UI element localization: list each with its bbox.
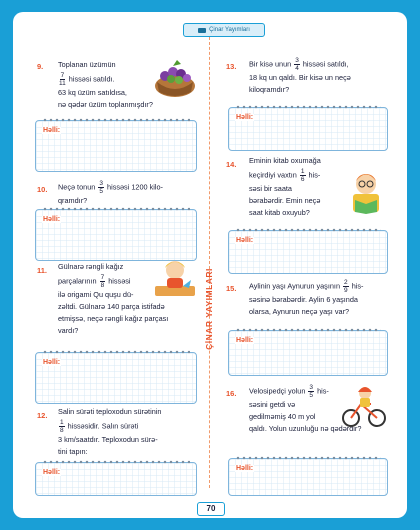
fraction: $\frac{1}{6}$ [300,168,305,183]
problem-15-number: 15. [226,284,237,293]
spiral-binding [235,104,381,110]
spiral-binding [235,227,381,233]
answer-label: Həlli: [43,469,61,476]
spiral-binding [42,459,190,465]
problem-10-text: Neçə tonun $\frac{3}{5}$ hissəsi 1200 kilo- qramdır? [58,180,163,205]
fraction: $\frac{1}{8}$ [60,419,64,434]
answer-box-11[interactable] [35,352,197,404]
answer-box-15[interactable] [228,330,388,376]
answer-box-12[interactable] [35,462,197,496]
fraction: $\frac{7}{8}$ [100,274,105,289]
answer-box-10[interactable] [35,209,197,261]
fraction: $\frac{2}{9}$ [344,279,348,294]
answer-label: Həlli: [236,237,254,244]
grape-basket-illustration [153,56,197,98]
problem-9-number: 9. [37,62,44,71]
workbook-page [13,12,407,518]
answer-label: Həlli: [236,465,254,472]
problem-11-number: 11. [37,266,48,275]
problem-13-number: 13. [226,62,237,71]
boy-reading-illustration [343,170,389,216]
girl-origami-illustration [153,256,197,300]
answer-box-16[interactable] [228,458,388,496]
answer-label: Həlli: [43,216,61,223]
problem-15-text: Aylinin yaşı Aynurun yaşının $\frac{2}{9}$ his- səsinə bərabərdir. Aylin 6 yaşında olarsa, Aynurun neçə yaşı var? [249,279,364,316]
problem-9-text: Toplanan üzümün $\frac{7}{11}$ hissəsi satıldı. 63 kq üzüm satıldısa, nə qədər üzüm toplanmışdır? [58,60,153,109]
answer-box-14[interactable] [228,230,388,274]
answer-label: Həlli: [236,114,254,121]
answer-label: Həlli: [43,359,61,366]
problem-12-text: Salin sürəti teploxodun sürətinin $\frac{1}{8}$ hissəsidir. Salın sürəti 3 km/saatdır. Teploxodun sürə- tini tapın: [58,407,162,456]
spiral-binding [235,455,381,461]
page-number: 70 [197,502,225,516]
problem-14-text: Eminin kitab oxumağa keçirdiyi vaxtın $\frac{1}{6}$ his- səsi bir saata bərabərdir. Emin neçə saat kitab oxuyub? [249,156,321,217]
cyclist-illustration [341,384,387,428]
answer-label: Həlli: [43,127,61,134]
problem-12-number: 12. [37,411,48,420]
fraction: $\frac{7}{11}$ [59,72,66,87]
answer-box-13[interactable] [228,107,388,151]
spiral-binding [235,327,381,333]
problem-13-text: Bir kisə unun $\frac{3}{4}$ hissəsi satıldı, 18 kq un qaldı. Bir kisə un neçə kiloqramdır? [249,57,351,94]
publisher-name: Çinar Yayımları [209,27,250,33]
problem-16-number: 16. [226,389,237,398]
problem-10-number: 10. [37,185,48,194]
publisher-tab [183,23,265,37]
answer-box-9[interactable] [35,120,197,172]
fraction: $\frac{3}{5}$ [99,180,103,195]
publisher-logo-icon [198,28,206,33]
fraction: $\frac{3}{5}$ [309,384,314,399]
spine-label: ÇİNAR YAYIMLARI [204,268,215,350]
answer-label: Həlli: [236,337,254,344]
spiral-binding [42,349,190,355]
spiral-binding [42,117,190,123]
spiral-binding [42,206,190,212]
fraction: $\frac{3}{4}$ [295,57,299,72]
problem-11-text: Gülnarə rəngli kağız parçalarının $\frac{7}{8}$ hissəsi ilə origami Qu quşu dü- zəltdi. Gülnarə 140 parça istifadə etmişsə, neçə rəngli kağız parçası vardı? [58,262,169,335]
problem-16-text: Velosipedçi yolun $\frac{3}{5}$ his- səsini getdi və gedilməmiş 40 m yol qaldı. Yolun uzunluğu nə qədərdir? [249,384,362,433]
problem-14-number: 14. [226,160,237,169]
